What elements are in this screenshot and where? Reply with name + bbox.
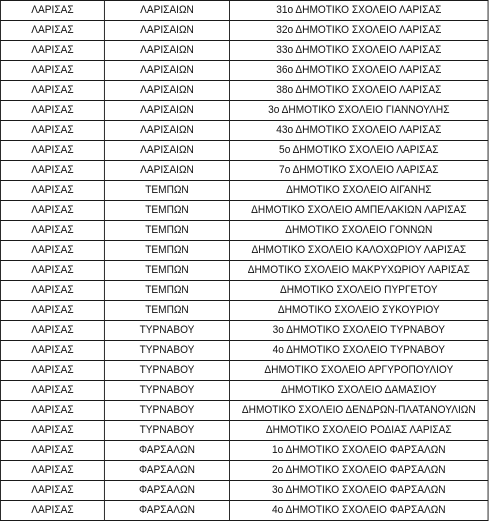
regional-unit-cell: ΛΑΡΙΣΑΣ: [0, 161, 104, 181]
school-name-cell: 3ο ΔΗΜΟΤΙΚΟ ΣΧΟΛΕΙΟ ΦΑΡΣΑΛΩΝ: [230, 481, 489, 501]
table-row: [0, 21, 488, 41]
municipality-cell: ΤΥΡΝΑΒΟΥ: [104, 421, 229, 441]
school-name-cell: 38ο ΔΗΜΟΤΙΚΟ ΣΧΟΛΕΙΟ ΛΑΡΙΣΑΣ: [230, 81, 489, 101]
regional-unit-cell: ΛΑΡΙΣΑΣ: [0, 421, 104, 441]
table-row: [0, 221, 488, 241]
table-row: [0, 321, 488, 341]
school-name-cell: ΔΗΜΟΤΙΚΟ ΣΧΟΛΕΙΟ ΣΥΚΟΥΡΙΟΥ: [230, 301, 489, 321]
regional-unit-cell: ΛΑΡΙΣΑΣ: [0, 21, 104, 41]
table-row: [0, 381, 488, 401]
table-row: [0, 141, 488, 161]
table-row: [0, 421, 488, 441]
municipality-cell: ΛΑΡΙΣΑΙΩΝ: [104, 81, 229, 101]
regional-unit-cell: ΛΑΡΙΣΑΣ: [0, 401, 104, 421]
table-row: [0, 61, 488, 81]
regional-unit-cell: ΛΑΡΙΣΑΣ: [0, 141, 104, 161]
table-row: [0, 501, 488, 521]
municipality-cell: ΛΑΡΙΣΑΙΩΝ: [104, 121, 229, 141]
municipality-cell: ΦΑΡΣΑΛΩΝ: [104, 481, 229, 501]
table-row: [0, 181, 488, 201]
regional-unit-cell: ΛΑΡΙΣΑΣ: [0, 81, 104, 101]
regional-unit-cell: ΛΑΡΙΣΑΣ: [0, 441, 104, 461]
municipality-cell: ΤΕΜΠΩΝ: [104, 261, 229, 281]
table-row: [0, 261, 488, 281]
school-name-cell: 4ο ΔΗΜΟΤΙΚΟ ΣΧΟΛΕΙΟ ΦΑΡΣΑΛΩΝ: [230, 501, 489, 521]
table-row: [0, 1, 488, 21]
table-row: [0, 481, 488, 501]
table-row: [0, 281, 488, 301]
regional-unit-cell: ΛΑΡΙΣΑΣ: [0, 61, 104, 81]
regional-unit-cell: ΛΑΡΙΣΑΣ: [0, 1, 104, 21]
school-name-cell: ΔΗΜΟΤΙΚΟ ΣΧΟΛΕΙΟ ΔΕΝΔΡΩΝ-ΠΛΑΤΑΝΟΥΛΙΩΝ: [230, 401, 489, 421]
municipality-cell: ΤΕΜΠΩΝ: [104, 181, 229, 201]
school-name-cell: ΔΗΜΟΤΙΚΟ ΣΧΟΛΕΙΟ ΔΑΜΑΣΙΟΥ: [230, 381, 489, 401]
school-name-cell: ΔΗΜΟΤΙΚΟ ΣΧΟΛΕΙΟ ΓΟΝΝΩΝ: [230, 221, 489, 241]
regional-unit-cell: ΛΑΡΙΣΑΣ: [0, 361, 104, 381]
school-name-cell: 43ο ΔΗΜΟΤΙΚΟ ΣΧΟΛΕΙΟ ΛΑΡΙΣΑΣ: [230, 121, 489, 141]
regional-unit-cell: ΛΑΡΙΣΑΣ: [0, 381, 104, 401]
table-row: [0, 101, 488, 121]
regional-unit-cell: ΛΑΡΙΣΑΣ: [0, 501, 104, 521]
schools-table-body: [0, 1, 488, 521]
school-name-cell: ΔΗΜΟΤΙΚΟ ΣΧΟΛΕΙΟ ΜΑΚΡΥΧΩΡΙΟΥ ΛΑΡΙΣΑΣ: [230, 261, 489, 281]
municipality-cell: ΛΑΡΙΣΑΙΩΝ: [104, 1, 229, 21]
school-name-cell: 2ο ΔΗΜΟΤΙΚΟ ΣΧΟΛΕΙΟ ΦΑΡΣΑΛΩΝ: [230, 461, 489, 481]
table-row: [0, 41, 488, 61]
municipality-cell: ΦΑΡΣΑΛΩΝ: [104, 461, 229, 481]
municipality-cell: ΛΑΡΙΣΑΙΩΝ: [104, 141, 229, 161]
school-name-cell: 4ο ΔΗΜΟΤΙΚΟ ΣΧΟΛΕΙΟ ΤΥΡΝΑΒΟΥ: [230, 341, 489, 361]
table-row: [0, 201, 488, 221]
table-row: [0, 241, 488, 261]
regional-unit-cell: ΛΑΡΙΣΑΣ: [0, 281, 104, 301]
regional-unit-cell: ΛΑΡΙΣΑΣ: [0, 341, 104, 361]
regional-unit-cell: ΛΑΡΙΣΑΣ: [0, 481, 104, 501]
school-name-cell: 7ο ΔΗΜΟΤΙΚΟ ΣΧΟΛΕΙΟ ΛΑΡΙΣΑΣ: [230, 161, 489, 181]
school-name-cell: 3ο ΔΗΜΟΤΙΚΟ ΣΧΟΛΕΙΟ ΓΙΑΝΝΟΥΛΗΣ: [230, 101, 489, 121]
municipality-cell: ΛΑΡΙΣΑΙΩΝ: [104, 41, 229, 61]
table-row: [0, 441, 488, 461]
regional-unit-cell: ΛΑΡΙΣΑΣ: [0, 241, 104, 261]
school-name-cell: ΔΗΜΟΤΙΚΟ ΣΧΟΛΕΙΟ ΑΙΓΑΝΗΣ: [230, 181, 489, 201]
table-row: [0, 341, 488, 361]
municipality-cell: ΛΑΡΙΣΑΙΩΝ: [104, 161, 229, 181]
municipality-cell: ΤΥΡΝΑΒΟΥ: [104, 361, 229, 381]
regional-unit-cell: ΛΑΡΙΣΑΣ: [0, 221, 104, 241]
municipality-cell: ΤΥΡΝΑΒΟΥ: [104, 401, 229, 421]
municipality-cell: ΤΥΡΝΑΒΟΥ: [104, 341, 229, 361]
municipality-cell: ΤΕΜΠΩΝ: [104, 301, 229, 321]
municipality-cell: ΛΑΡΙΣΑΙΩΝ: [104, 21, 229, 41]
municipality-cell: ΤΥΡΝΑΒΟΥ: [104, 381, 229, 401]
school-name-cell: 32ο ΔΗΜΟΤΙΚΟ ΣΧΟΛΕΙΟ ΛΑΡΙΣΑΣ: [230, 21, 489, 41]
municipality-cell: ΤΕΜΠΩΝ: [104, 201, 229, 221]
table-row: [0, 121, 488, 141]
regional-unit-cell: ΛΑΡΙΣΑΣ: [0, 461, 104, 481]
table-row: [0, 81, 488, 101]
table-row: [0, 161, 488, 181]
regional-unit-cell: ΛΑΡΙΣΑΣ: [0, 201, 104, 221]
municipality-cell: ΦΑΡΣΑΛΩΝ: [104, 501, 229, 521]
regional-unit-cell: ΛΑΡΙΣΑΣ: [0, 181, 104, 201]
regional-unit-cell: ΛΑΡΙΣΑΣ: [0, 121, 104, 141]
school-name-cell: 36ο ΔΗΜΟΤΙΚΟ ΣΧΟΛΕΙΟ ΛΑΡΙΣΑΣ: [230, 61, 489, 81]
regional-unit-cell: ΛΑΡΙΣΑΣ: [0, 321, 104, 341]
regional-unit-cell: ΛΑΡΙΣΑΣ: [0, 101, 104, 121]
municipality-cell: ΤΕΜΠΩΝ: [104, 241, 229, 261]
municipality-cell: ΦΑΡΣΑΛΩΝ: [104, 441, 229, 461]
table-row: [0, 461, 488, 481]
municipality-cell: ΛΑΡΙΣΑΙΩΝ: [104, 101, 229, 121]
table-row: [0, 401, 488, 421]
school-name-cell: ΔΗΜΟΤΙΚΟ ΣΧΟΛΕΙΟ ΚΑΛΟΧΩΡΙΟΥ ΛΑΡΙΣΑΣ: [230, 241, 489, 261]
school-name-cell: ΔΗΜΟΤΙΚΟ ΣΧΟΛΕΙΟ ΠΥΡΓΕΤΟΥ: [230, 281, 489, 301]
school-name-cell: 33ο ΔΗΜΟΤΙΚΟ ΣΧΟΛΕΙΟ ΛΑΡΙΣΑΣ: [230, 41, 489, 61]
table-row: [0, 301, 488, 321]
school-name-cell: ΔΗΜΟΤΙΚΟ ΣΧΟΛΕΙΟ ΑΡΓΥΡΟΠΟΥΛΙΟΥ: [230, 361, 489, 381]
school-name-cell: ΔΗΜΟΤΙΚΟ ΣΧΟΛΕΙΟ ΑΜΠΕΛΑΚΙΩΝ ΛΑΡΙΣΑΣ: [230, 201, 489, 221]
regional-unit-cell: ΛΑΡΙΣΑΣ: [0, 261, 104, 281]
municipality-cell: ΛΑΡΙΣΑΙΩΝ: [104, 61, 229, 81]
municipality-cell: ΤΥΡΝΑΒΟΥ: [104, 321, 229, 341]
school-name-cell: 31ο ΔΗΜΟΤΙΚΟ ΣΧΟΛΕΙΟ ΛΑΡΙΣΑΣ: [230, 1, 489, 21]
school-name-cell: 1ο ΔΗΜΟΤΙΚΟ ΣΧΟΛΕΙΟ ΦΑΡΣΑΛΩΝ: [230, 441, 489, 461]
municipality-cell: ΤΕΜΠΩΝ: [104, 281, 229, 301]
school-name-cell: ΔΗΜΟΤΙΚΟ ΣΧΟΛΕΙΟ ΡΟΔΙΑΣ ΛΑΡΙΣΑΣ: [230, 421, 489, 441]
school-name-cell: 3ο ΔΗΜΟΤΙΚΟ ΣΧΟΛΕΙΟ ΤΥΡΝΑΒΟΥ: [230, 321, 489, 341]
school-name-cell: 5ο ΔΗΜΟΤΙΚΟ ΣΧΟΛΕΙΟ ΛΑΡΙΣΑΣ: [230, 141, 489, 161]
table-row: [0, 361, 488, 381]
municipality-cell: ΤΕΜΠΩΝ: [104, 221, 229, 241]
regional-unit-cell: ΛΑΡΙΣΑΣ: [0, 41, 104, 61]
regional-unit-cell: ΛΑΡΙΣΑΣ: [0, 301, 104, 321]
